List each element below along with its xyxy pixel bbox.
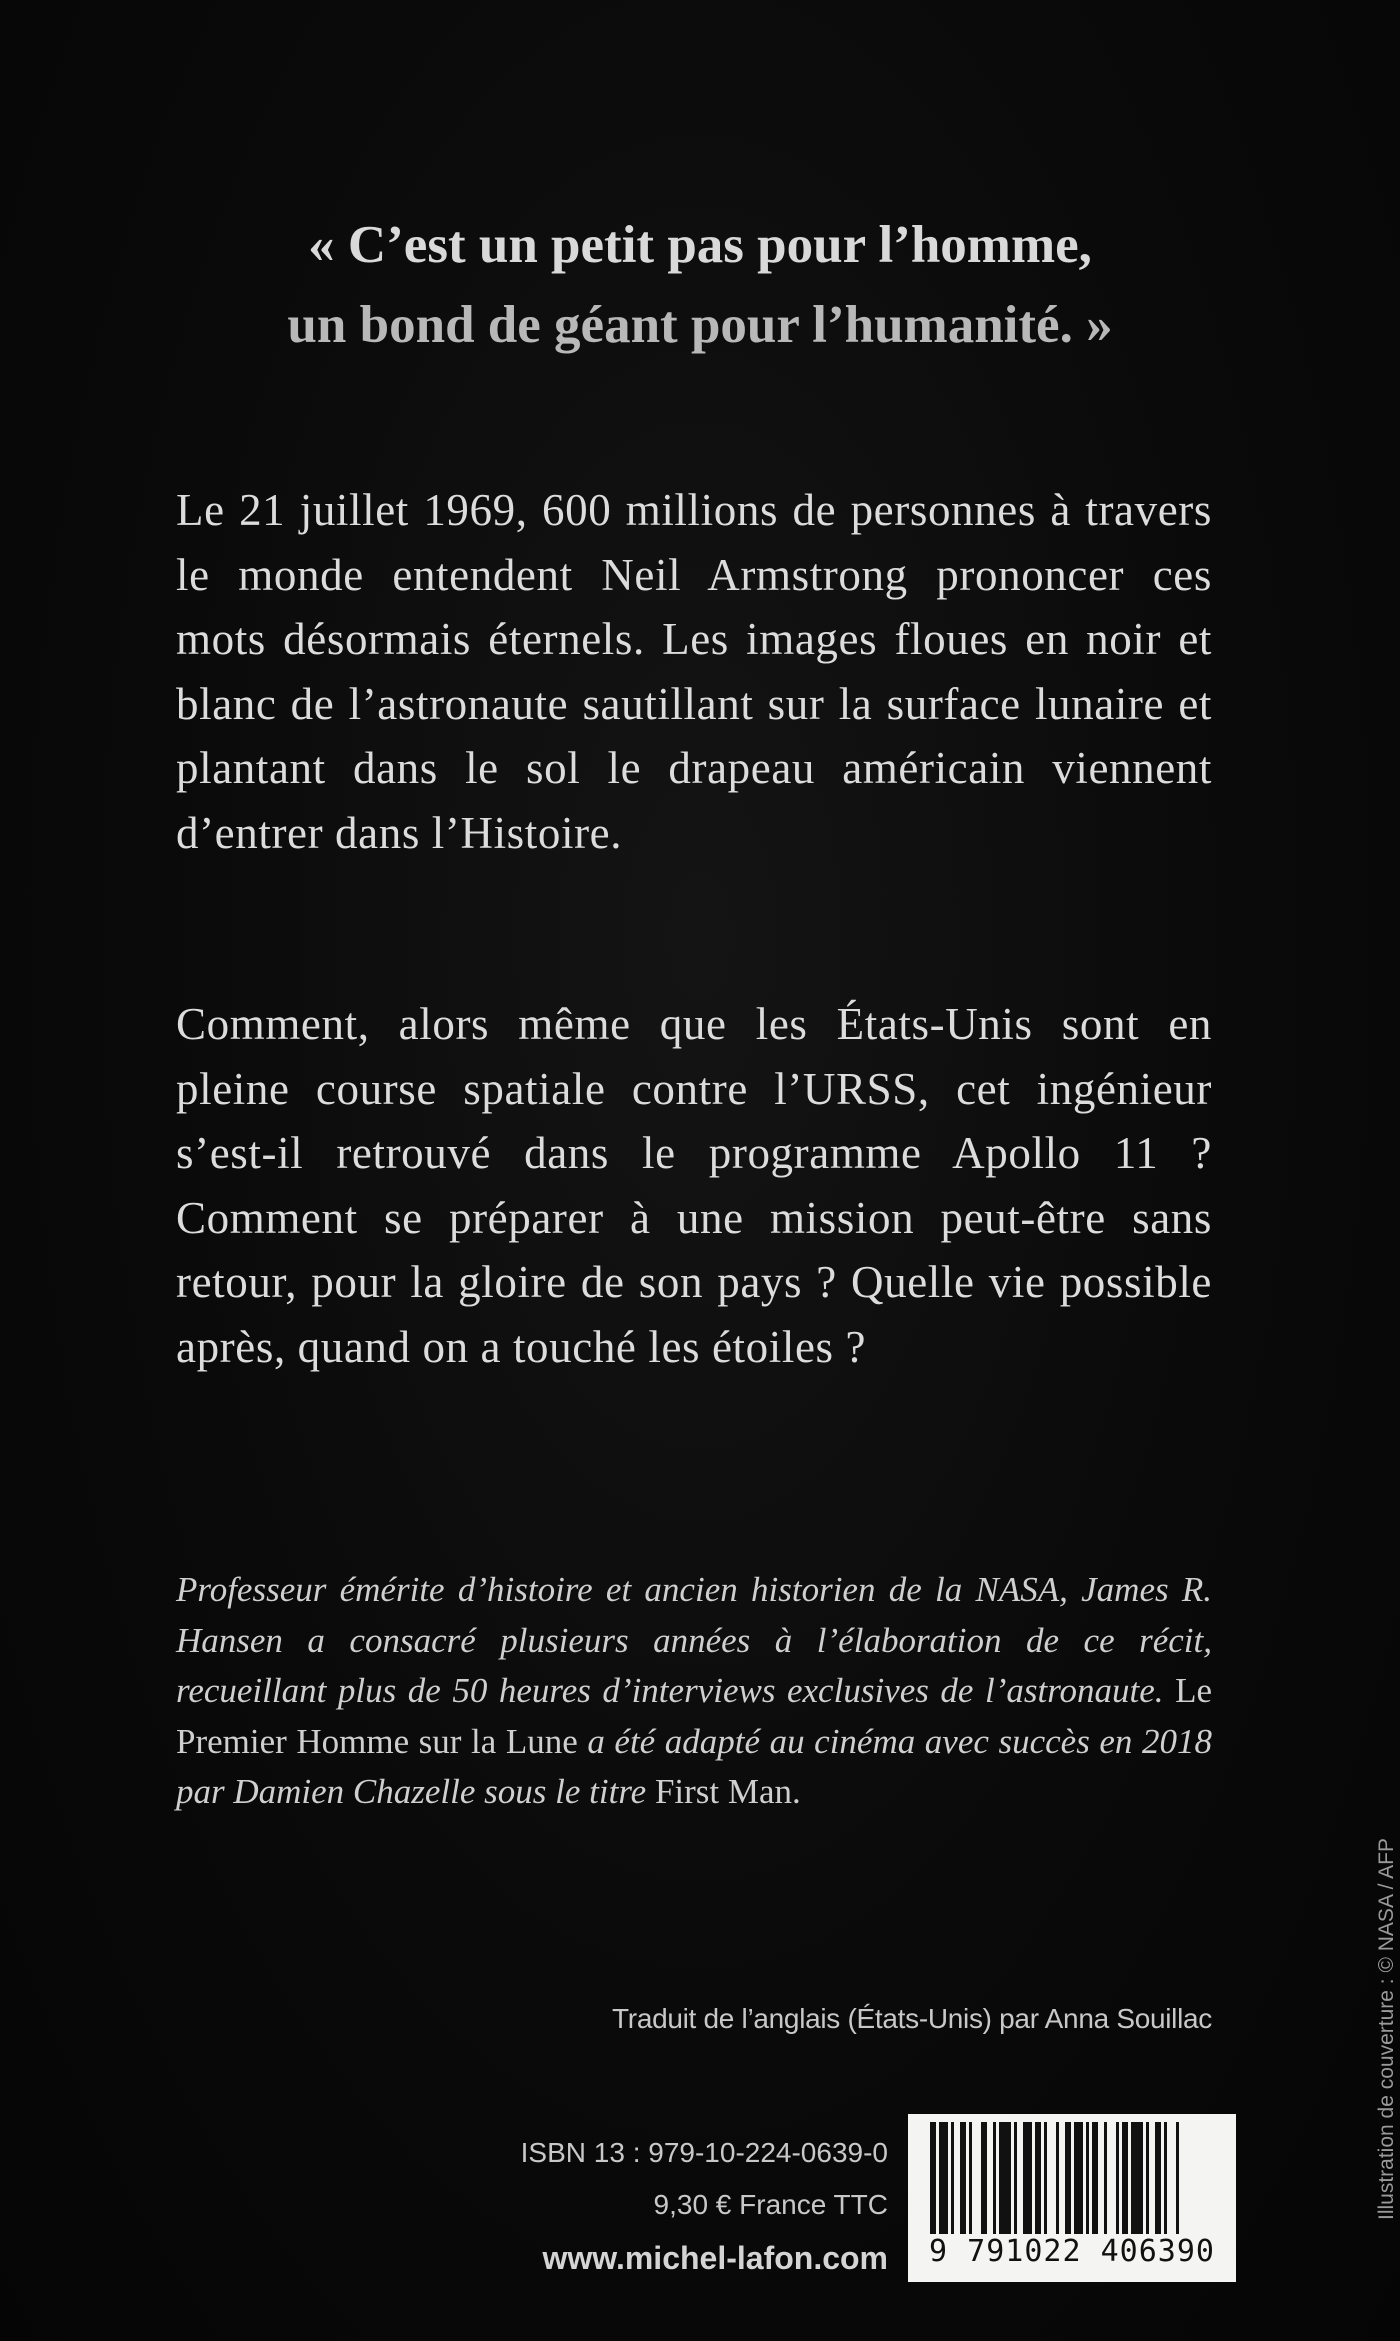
barcode-bar: [1131, 2122, 1143, 2234]
quote-line-2: un bond de géant pour l’humanité. »: [287, 296, 1113, 354]
translator-credit: Traduit de l’anglais (États-Unis) par Anna Souillac: [612, 2003, 1212, 2034]
barcode-bar: [930, 2122, 936, 2234]
barcode-bar: [1104, 2122, 1107, 2234]
author-bio: [176, 1565, 1212, 1818]
publisher-info: [521, 2127, 888, 2285]
barcode-bar: [1056, 2122, 1059, 2234]
bio-text-1: Professeur émérite d’histoire et ancien historien de la NASA, James R. Hansen a consacré plusieurs années à l’élaboration de ce récit, recueillant plus de 50 heures d’interviews exclusives de l’astronaute.: [176, 1570, 1212, 1710]
barcode-bar: [960, 2122, 966, 2234]
publisher-website-link[interactable]: www.michel-lafon.com: [542, 2240, 888, 2276]
quote-line-1: « C’est un petit pas pour l’homme,: [308, 216, 1092, 274]
barcode-bar: [1092, 2122, 1098, 2234]
barcode-bar: [939, 2122, 948, 2234]
cover-illustration-credit: Illustration de couverture : © NASA / AFP: [1375, 1838, 1398, 2220]
barcode: [908, 2114, 1236, 2282]
barcode-bar: [1146, 2122, 1149, 2234]
barcode-bar: [1116, 2122, 1119, 2234]
barcode-bar: [999, 2122, 1011, 2234]
price: 9,30 € France TTC: [653, 2189, 888, 2220]
barcode-bar: [951, 2122, 954, 2234]
isbn: ISBN 13 : 979-10-224-0639-0: [520, 2137, 888, 2168]
barcode-bar: [993, 2122, 996, 2234]
barcode-bar: [1122, 2122, 1128, 2234]
barcode-bar: [1155, 2122, 1161, 2234]
back-cover-quote: [0, 205, 1400, 365]
summary-paragraph-2: Comment, alors même que les États-Unis sont en pleine course spatiale contre l’URSS, cet ingénieur s’est-il retrouvé dans le programme Apollo 11 ? Comment se préparer à une mission peut-être sans retour, pour la gloire de son pays ? Quelle vie possible après, quand on a touché les étoiles ?: [176, 999, 1212, 1372]
barcode-bar: [1014, 2122, 1017, 2234]
barcode-digits: 9 791022 406390: [929, 2234, 1215, 2269]
barcode-bars: [908, 2114, 1236, 2239]
bio-text-2: a été adapté au cinéma avec succès en 2018 par Damien Chazelle sous le titre: [176, 1721, 1212, 1811]
summary-paragraph-1: Le 21 juillet 1969, 600 millions de personnes à travers le monde entendent Neil Armstrong prononcer ces mots désormais éternels. Les images floues en noir et blanc de l’astronaute sautillant sur la surface lunaire et plantant dans le sol le drapeau américain viennent d’entrer dans l’Histoire.: [176, 485, 1212, 858]
barcode-bar: [1065, 2122, 1071, 2234]
barcode-bar: [1074, 2122, 1083, 2234]
barcode-bar: [1035, 2122, 1041, 2234]
barcode-bar: [1176, 2122, 1179, 2234]
barcode-bar: [1044, 2122, 1047, 2234]
barcode-bar: [1023, 2122, 1032, 2234]
barcode-bar: [1164, 2122, 1167, 2234]
barcode-bar: [981, 2122, 987, 2234]
barcode-bar: [969, 2122, 972, 2234]
film-title: First Man.: [646, 1772, 801, 1811]
barcode-bar: [1086, 2122, 1089, 2234]
book-title: Le Premier Homme sur la Lune: [176, 1671, 1212, 1761]
